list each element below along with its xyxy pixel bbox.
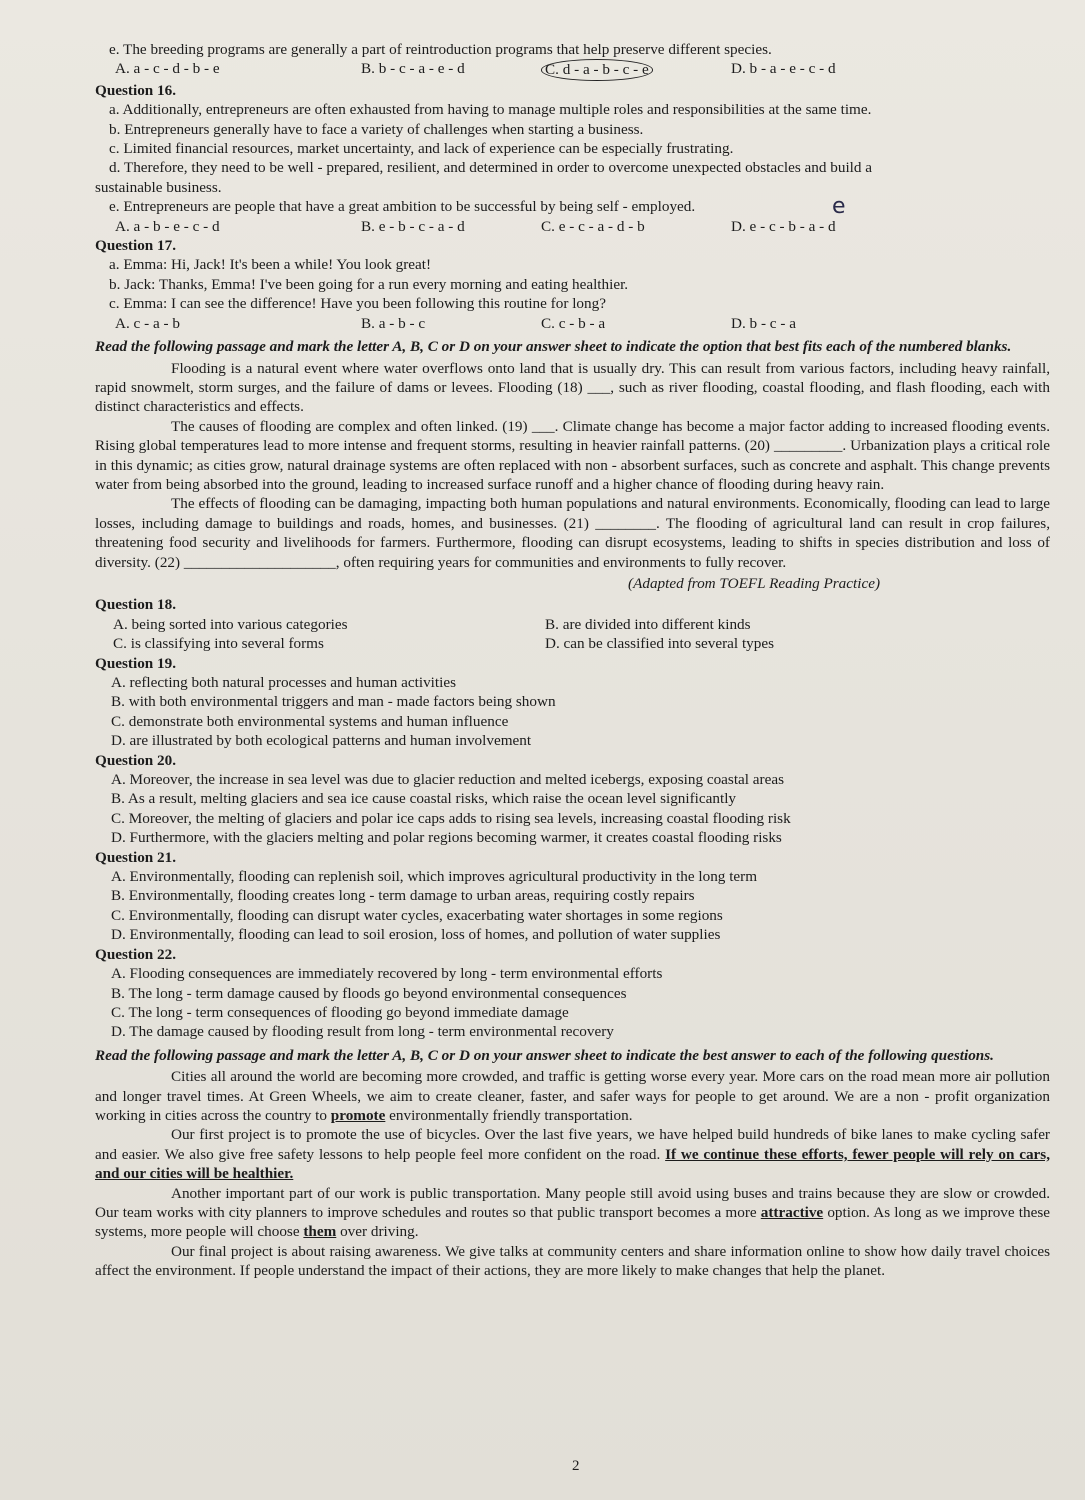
q22-option-b[interactable]: B. The long - term damage caused by floods go beyond environmental consequences [111, 984, 627, 1002]
passage1-paragraph-1: Flooding is a natural event where water overflows onto land that is usually dry. This can result from various factors, including heavy rainfall, rapid snowmelt, storm surges, and the failure of dams or levees. Flooding (18) ___, such as river flooding, coastal flooding, and flash flooding, each with distinct characteristics and effects. [95, 359, 1050, 416]
q19-option-b[interactable]: B. with both environmental triggers and man - made factors being shown [111, 693, 556, 711]
q15-option-b[interactable]: B. b - c - a - e - d [361, 60, 465, 78]
q20-option-c[interactable]: C. Moreover, the melting of glaciers and polar ice caps adds to rising sea levels, increasing coastal flooding risk [111, 809, 791, 827]
instruction-reading: Read the following passage and mark the letter A, B, C or D on your answer sheet to indicate the best answer to each of the following questions. [95, 1046, 994, 1064]
q17-option-c[interactable]: C. c - b - a [541, 314, 606, 332]
passage1-paragraph-2: The causes of flooding are complex and often linked. (19) ___. Climate change has become a major factor adding to increased flooding events. Rising global temperatures lead to more intense and frequent storms, resulting in heavier rainfall patterns. (20) _________. Urbanization plays a critical role in this dynamic; as cities grow, natural drainage systems are often replaced with non - absorbent surfaces, such as concrete and asphalt. This change prevents water from being absorbed into the ground, leading to increased surface runoff and a higher chance of flooding during heavy rain. [95, 417, 1050, 493]
q19-title: Question 19. [95, 654, 177, 672]
passage1-source: (Adapted from TOEFL Reading Practice) [628, 574, 880, 592]
answer-circle-mark: C. d - a - b - c - e [541, 59, 653, 80]
q19-option-c[interactable]: C. demonstrate both environmental systems and human influence [111, 712, 509, 730]
passage1-paragraph-3: The effects of flooding can be damaging, impacting both human populations and natural environments. Economically, flooding can lead to large losses, including damage to buildings and roads, homes, and businesses. (21) ________. The flooding of agricultural land can result in crop failures, threatening food security and livelihoods for farmers. Furthermore, flooding can disrupt ecosystems, leading to shifts in species distribution and loss of diversity. (22) ____________________, often requiring years for communities and environments to fully recover. [95, 495, 1050, 571]
q15-option-a[interactable]: A. a - c - d - b - e [115, 60, 220, 78]
q22-option-c[interactable]: C. The long - term consequences of flooding go beyond immediate damage [111, 1003, 569, 1021]
passage2-p1-text-a: Cities all around the world are becoming more crowded, and traffic is getting worse every year. More cars on the road mean more air pollution and longer travel times. At Green Wheels, we aim to create cleaner, faster, and safer ways for people to get around. We are a non - profit organization working in cities across the country to [95, 1068, 1050, 1124]
q15-statement-e: e. The breeding programs are generally a part of reintroduction programs that help preserve different species. [109, 41, 772, 58]
passage2-p3-text-b: option. As long as we improve these systems, more people will choose [95, 1203, 1050, 1241]
q17-option-d[interactable]: D. b - c - a [731, 314, 796, 332]
q17-b: b. Jack: Thanks, Emma! I've been going for a run every morning and eating healthier. [109, 275, 629, 293]
passage2-p1-text-b: environmentally friendly transportation. [385, 1106, 633, 1124]
q21-title: Question 21. [95, 848, 177, 866]
q16-d1: d. Therefore, they need to be well - prepared, resilient, and determined in order to overcome unexpected obstacles and build a [109, 159, 873, 177]
q22-option-a[interactable]: A. Flooding consequences are immediately recovered by long - term environmental efforts [111, 965, 663, 983]
q19-option-d[interactable]: D. are illustrated by both ecological patterns and human involvement [111, 732, 532, 750]
q16-title: Question 16. [95, 81, 177, 99]
underlined-sentence: If we continue these efforts, fewer people will rely on cars, and our cities will be healthier. [95, 1145, 1050, 1183]
passage2-p2-text: Our first project is to promote the use of bicycles. Over the last five years, we have helped build hundreds of bike lanes to make cycling safer and easier. We also give free safety lessons to help people feel more confident on the road. [95, 1126, 1050, 1163]
q17-option-a[interactable]: A. c - a - b [115, 314, 180, 332]
q16-c: c. Limited financial resources, market uncertainty, and lack of experience can be especially frustrating. [109, 140, 734, 158]
q20-option-a[interactable]: A. Moreover, the increase in sea level was due to glacier reduction and melted icebergs, exposing coastal areas [111, 771, 785, 789]
q20-option-d[interactable]: D. Furthermore, with the glaciers melting and polar regions becoming warmer, it creates coastal flooding risks [111, 829, 782, 847]
page-number: 2 [572, 1458, 580, 1474]
q16-b: b. Entrepreneurs generally have to face a variety of challenges when starting a business. [109, 120, 644, 138]
q16-option-b[interactable]: B. e - b - c - a - d [361, 217, 465, 235]
passage2-paragraph-2 [95, 1125, 1050, 1183]
q19-option-a[interactable]: A. reflecting both natural processes and human activities [111, 674, 456, 691]
passage2-p3-text-c: over driving. [336, 1223, 419, 1241]
q17-title: Question 17. [95, 237, 177, 255]
q20-option-b[interactable]: B. As a result, melting glaciers and sea ice cause coastal risks, which raise the ocean level significantly [111, 790, 737, 808]
q22-option-d[interactable]: D. The damage caused by flooding result from long - term environmental recovery [111, 1023, 614, 1041]
handwritten-answer-mark: e [832, 194, 846, 219]
instruction-cloze: Read the following passage and mark the letter A, B, C or D on your answer sheet to indicate the option that best fits each of the numbered blanks. [95, 338, 1012, 356]
passage2-paragraph-4: Our final project is about raising awareness. We give talks at community centers and share information online to show how daily travel choices affect the environment. If people understand the impact of their actions, they are more likely to make changes that help the planet. [95, 1242, 1050, 1280]
q15-options [95, 59, 1050, 80]
q16-option-a[interactable]: A. a - b - e - c - d [115, 217, 220, 235]
q17-a: a. Emma: Hi, Jack! It's been a while! You look great! [109, 256, 432, 274]
q15-option-c[interactable] [541, 59, 731, 80]
underlined-word-them: them [303, 1223, 337, 1241]
q18-title: Question 18. [95, 596, 177, 614]
q18-option-c[interactable]: C. is classifying into several forms [113, 635, 324, 653]
passage2-p3-text-a: Another important part of our work is public transportation. Many people still avoid using buses and trains because they are slow or crowded. Our team works with city planners to improve schedules and routes so that public transport becomes a more [95, 1184, 1050, 1221]
underlined-word-promote: promote [330, 1106, 386, 1124]
q20-title: Question 20. [95, 751, 177, 769]
q21-option-b[interactable]: B. Environmentally, flooding creates long - term damage to urban areas, requiring costly repairs [111, 887, 695, 905]
q17-options [95, 314, 1050, 333]
q21-option-c[interactable]: C. Environmentally, flooding can disrupt water cycles, exacerbating water shortages in some regions [111, 906, 723, 924]
underlined-word-attractive: attractive [760, 1203, 824, 1221]
q18-option-a[interactable]: A. being sorted into various categories [113, 615, 348, 633]
q18-option-b[interactable]: B. are divided into different kinds [545, 615, 751, 633]
q18-options-row-2 [95, 634, 1050, 653]
passage2-paragraph-1 [95, 1067, 1050, 1125]
q16-a: a. Additionally, entrepreneurs are often exhausted from having to manage multiple roles and responsibilities at the same time. [109, 101, 872, 119]
page-content [95, 40, 1050, 1281]
q16-option-d[interactable]: D. e - c - b - a - d [731, 217, 836, 235]
q17-option-b[interactable]: B. a - b - c [361, 314, 426, 332]
q16-d2: sustainable business. [95, 178, 222, 196]
q15-option-d[interactable]: D. b - a - e - c - d [731, 60, 836, 78]
q17-c: c. Emma: I can see the difference! Have you been following this routine for long? [109, 295, 606, 313]
q21-option-d[interactable]: D. Environmentally, flooding can lead to soil erosion, loss of homes, and pollution of water supplies [111, 926, 721, 944]
q16-option-c[interactable]: C. e - c - a - d - b [541, 217, 645, 235]
passage2-paragraph-3 [95, 1184, 1050, 1242]
q22-title: Question 22. [95, 945, 177, 963]
q16-e: e. Entrepreneurs are people that have a great ambition to be successful by being self - employed. [109, 198, 696, 216]
q21-option-a[interactable]: A. Environmentally, flooding can replenish soil, which improves agricultural productivity in the long term [111, 868, 758, 886]
q16-options [95, 217, 1050, 236]
q18-option-d[interactable]: D. can be classified into several types [545, 635, 774, 653]
q18-options-row-1 [95, 615, 1050, 634]
